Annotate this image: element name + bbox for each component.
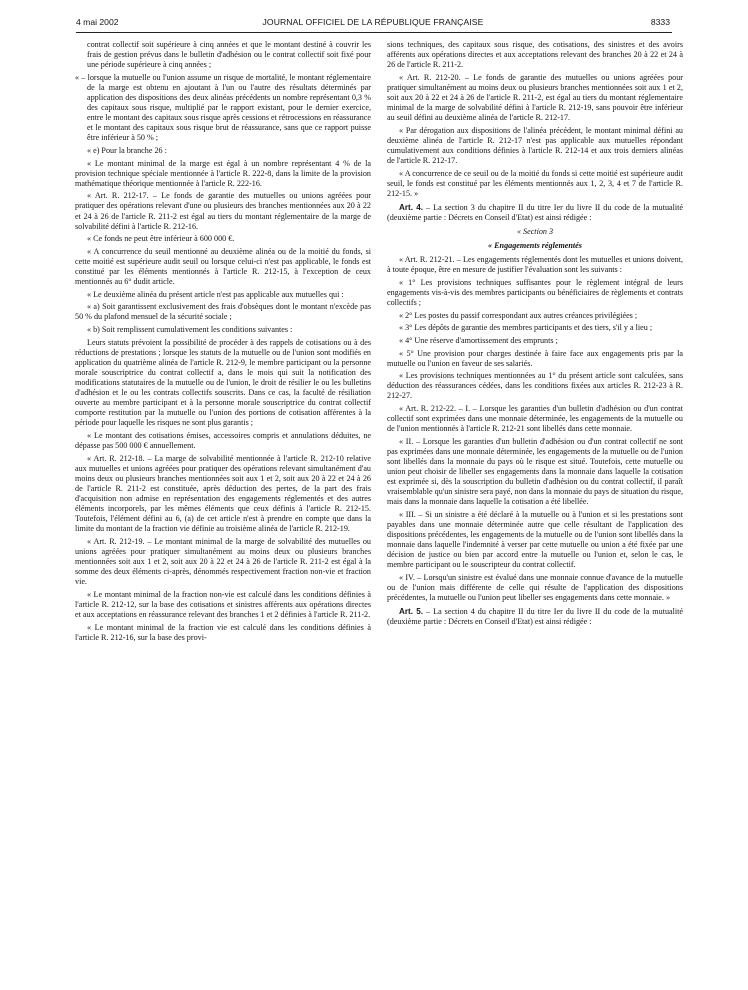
paragraph: « II. – Lorsque les garanties d'un bulletin d'adhésion ou d'un contrat collectif ne sont pas exprimées dans une monnaie déterminée, les engagements de la mutuelle ou de l'union sont libellés dans la monnaie du pays où le risque est situé. Toutefois, cette mutuelle ou union peut choisir de libeller ses engagements dans la monnaie dans laquelle la cotisation est exprimée si, dès la souscription du bulletin d'adhésion ou du contrat collectif, il paraît vraisemblable qu'un sinistre sera payé, non dans la monnaie du pays de situation du risque, mais dans la monnaie dans laquelle la cotisation a été libellée. [387, 436, 683, 507]
paragraph: sions techniques, des capitaux sous risque, des cotisations, des sinistres et des avoirs afférents aux opérations directes et aux acceptations relevant des branches 20 à 22 et 24 à 26 de l'article R. 211-2. [387, 40, 683, 70]
paragraph: « 4° Une réserve d'amortissement des emprunts ; [399, 335, 558, 345]
paragraph: « Art. R. 212-21. – Les engagements réglementés dont les mutuelles et unions doivent, à toute époque, être en mesure de justifier l'évaluation sont les suivants : [387, 255, 683, 275]
paragraph: « III. – Si un sinistre a été déclaré à la mutuelle ou à l'union et si les prestations sont payables dans une monnaie déterminée autre que celle résultant de l'application des dispositions précédentes, les engagements de la mutuelle ou de l'union sont libellés dans la monnaie dans laquelle l'indemnité à verser par cette mutuelle ou union a été fixée par une décision de justice ou bien par accord entre la mutuelle ou l'union et, selon le cas, le membre participant ou le souscripteur du contrat collectif. [387, 509, 683, 570]
paragraph: « e) Pour la branche 26 : [87, 145, 167, 155]
section-heading: « Section 3 [516, 227, 554, 237]
section-heading: « Engagements réglementés [488, 241, 582, 251]
paragraph: « Art. R. 212-20. – Le fonds de garantie des mutuelles ou unions agréées pour pratiquer simultanément au moins deux ou plusieurs branches mentionnées soit aux 1 et 2, soit aux 20 à 22 et 24 à 26 de l'article R. 211-2, est égal au tiers du montant réglementaire minimal de la marge de solvabilité défini à l'article R. 212-19, sans pouvoir être inférieur au seuil défini au deuxième alinéa de l'article R. 212-17. [387, 72, 683, 123]
paragraph: « IV. – Lorsqu'un sinistre est évalué dans une monnaie connue d'avance de la mutuelle ou de l'union mais différente de celle qui résulte de l'application des dispositions précédentes, la mutuelle ou l'union peut libeller ses engagements dans cette monnaie. » [387, 573, 683, 603]
right-column [387, 40, 683, 630]
paragraph: « Art. R. 212-18. – La marge de solvabilité mentionnée à l'article R. 212-10 relative aux mutuelles et unions agréées pour pratiquer des opérations relevant simultanément d'au moins deux ou plusieurs branches mentionnées soit aux 1 et 2, soit aux 20 à 22 et 24 à 26 de l'article R. 211-2 est constituée, après déduction des pertes, de la part des frais d'acquisition non admise en représentation des engagements réglementés et des autres éléments incorporels, par les mêmes éléments que ceux définis à l'article R. 212-15. Toutefois, l'élément défini au 6, (a) de cet article n'est à prendre en compte que dans la limite du montant de la fraction vie définie au troisième alinéa de l'article R. 212-19. [75, 453, 371, 534]
header-rule [76, 32, 672, 33]
article-text: – La section 4 du chapitre II du titre Ier du livre II du code de la mutualité (deuxième partie : Décrets en Conseil d'Etat) est ainsi rédigée : [387, 607, 683, 627]
paragraph: « Le montant minimal de la fraction vie est calculé dans les conditions définies à l'article R. 212-16, sur la base des provi- [75, 622, 371, 642]
paragraph: « Art. R. 212-22. – I. – Lorsque les garanties d'un bulletin d'adhésion ou d'un contrat collectif sont exprimées dans une monnaie déterminée, les engagements de la mutuelle ou de l'union mentionnés à l'article R. 212-21 sont libellés dans cette monnaie. [387, 404, 683, 434]
paragraph: contrat collectif soit supérieure à cinq années et que le montant destiné à couvrir les frais de gestion prévus dans le bulletin d'adhésion ou le contrat collectif soit fixé pour une période supérieure à cinq années ; [87, 40, 371, 70]
paragraph: « Le montant des cotisations émises, accessoires compris et annulations déduites, ne dépasse pas 500 000 € annuellement. [75, 430, 371, 450]
paragraph: « Le montant minimal de la fraction non-vie est calculé dans les conditions définies à l'article R. 212-12, sur la base des cotisations et sinistres afférents aux opérations directes et aux acceptations en réassurance relevant des branches 1 et 2 définies à l'article R. 211-2. [75, 589, 371, 619]
page-header [76, 17, 670, 31]
paragraph: « 5° Une provision pour charges destinée à faire face aux engagements pris par la mutuelle ou l'union en faveur de ses salariés. [387, 348, 683, 368]
page-number: 8333 [650, 17, 670, 27]
article-paragraph [387, 607, 683, 627]
paragraph: « A concurrence de ce seuil ou de la moitié du fonds si cette moitié est supérieure audit seuil, le fonds est constitué par les éléments mentionnés aux 1, 2, 3, 4 et 7 de l'article R. 212-15. » [387, 168, 683, 198]
paragraph: Leurs statuts prévoient la possibilité de procéder à des rappels de cotisations ou à des réductions de prestations ; lorsque les statuts de la mutuelle ou de l'union sont modifiés en application du quatrième alinéa de l'article R. 212-9, le membre participant ou la personne morale souscriptrice du contrat collectif a, dans le mois qui suit la notification des modifications statutaires de la mutuelle ou de l'union, le droit de résilier le ou les bulletins d'adhésion et le ou les contrats collectifs souscrits. Dans ce cas, la faculté de résiliation ouverte au membre participant et à la personne morale souscriptrice du contrat collectif comporte restitution par la mutuelle ou l'union des portions de cotisation afférentes à la période pour laquelle les risques ne sont plus garantis ; [75, 337, 371, 428]
paragraph: « Art. R. 212-19. – Le montant minimal de la marge de solvabilité des mutuelles ou unions agréées pour pratiquer simultanément au moins deux ou plusieurs branches mentionnées soit aux 1 et 2, soit aux 20 à 22 et 24 à 26 de l'article R. 211-2 est égal à la somme des deux éléments ci-après, dénommés respectivement fraction non-vie et fraction vie. [75, 536, 371, 587]
article-paragraph [387, 203, 683, 223]
paragraph: « b) Soit remplissent cumulativement les conditions suivantes : [87, 324, 293, 334]
paragraph: « Les provisions techniques mentionnées au 1° du présent article sont calculées, sans déduction des réassurances cédées, dans les conditions fixées aux articles R. 212-23 à R. 212-27. [387, 371, 683, 401]
paragraph: « – lorsque la mutuelle ou l'union assume un risque de mortalité, le montant réglementaire de la marge est obtenu en ajoutant à l'un ou l'autre des résultats déterminés par application des dispositions des deux alinéas précédents un nombre représentant 0,3 % des capitaux sous risque, multiplié par le rapport existant, pour le dernier exercice, entre le montant des capitaux sous risque après cessions et rétrocessions en réassurance et le montant des capitaux sous risque brut de réassurance, sans que ce rapport puisse être inférieur à 50 % ; [75, 72, 371, 143]
issue-date: 4 mai 2002 [76, 17, 119, 27]
paragraph: « 1° Les provisions techniques suffisantes pour le règlement intégral de leurs engagements vis-à-vis des membres participants ou bénéficiaires de règlements et contrats collectifs ; [387, 277, 683, 308]
paragraph: « Ce fonds ne peut être inférieur à 600 000 €. [87, 234, 235, 244]
paragraph: « Par dérogation aux dispositions de l'alinéa précédent, le montant minimal défini au deuxième alinéa de l'article R. 212-17 n'est pas applicable aux mutuelles répondant cumulativement aux conditions définies à l'article R. 212-14 et aux trois derniers alinéas de l'article R. 212-17. [387, 125, 683, 166]
paragraph: « a) Soit garantissent exclusivement des frais d'obsèques dont le montant n'excède pas 50 % du plafond mensuel de la sécurité sociale ; [75, 302, 371, 322]
paragraph: « A concurrence du seuil mentionné au deuxième alinéa ou de la moitié du fonds, si cette moitié est supérieure audit seuil ou lorsque celui-ci n'est pas applicable, le fonds est constitué par les éléments mentionnés à l'article R. 212-15, à l'exception de ceux mentionnés au 6° dudit article. [75, 246, 371, 287]
article-text: – La section 3 du chapitre II du titre Ier du livre II du code de la mutualité (deuxième partie : Décrets en Conseil d'Etat) est ainsi rédigée : [387, 202, 683, 222]
article-label: Art. 4. [399, 202, 424, 212]
paragraph: « Art. R. 212-17. – Le fonds de garantie des mutuelles ou unions agréées pour pratiquer des opérations relevant d'une ou plusieurs des branches mentionnées aux 20 à 22 et 24 à 26 de l'article R. 211-2 est égal au tiers du montant réglementaire de la marge de solvabilité défini à l'article R. 212-16. [75, 191, 371, 231]
paragraph: « Le montant minimal de la marge est égal à un nombre représentant 4 % de la provision technique spéciale mentionnée à l'article R. 222-8, dans la limite de la provision mathématique théorique mentionnée à l'article R. 222-16. [75, 158, 371, 188]
article-label: Art. 5. [399, 607, 424, 617]
journal-title: JOURNAL OFFICIEL DE LA RÉPUBLIQUE FRANÇAISE [262, 17, 484, 27]
paragraph: « 3° Les dépôts de garantie des membres participants et des tiers, s'il y a lieu ; [399, 323, 653, 333]
paragraph: « 2° Les postes du passif correspondant aux autres créances privilégiées ; [399, 310, 638, 320]
paragraph: « Le deuxième alinéa du présent article n'est pas applicable aux mutuelles qui : [87, 289, 344, 299]
left-column [75, 40, 371, 645]
